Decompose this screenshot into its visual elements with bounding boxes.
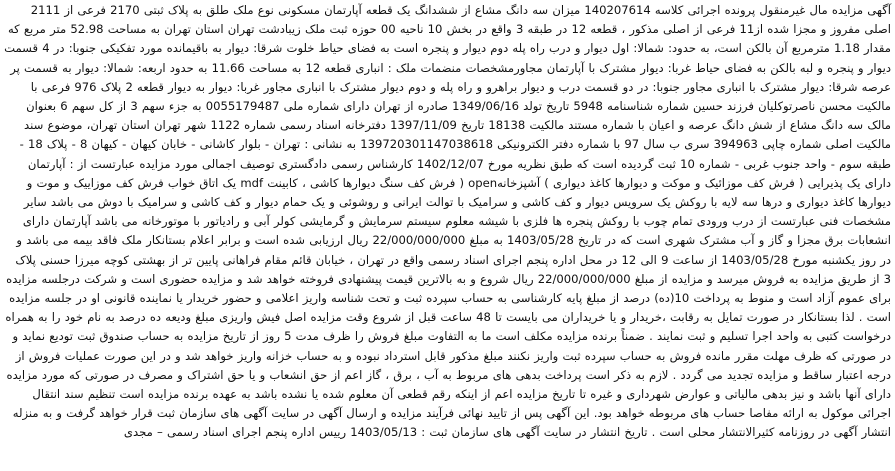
auction-notice-text: آگهی مزایده مال غیرمنقول پرونده اجرائی کلاسه 140207614 میزان سه دانگ مشاع از ششدانگ یک قطعه آپارتمان مسکونی نوع ملک طلق به پلاک ثبتی 2170 فرعی از 2111 اصلی مفروز و مجزا شده از11 فرعی از اصلی مذکور ، قطعه 12 در طبقه 3 واقع در بخش 10 ناحیه 00 حوزه ثبت ملک زیبادشت تهران استان تهران به مساحت 52.98 متر مربع که مقدار 1.18 مترمربع آن بالکن است، به حدود: شمالا: اول دیوار و درب راه پله دوم دیوار و پنجره است به فضای حیاط خلوت شرقا: دیوار به باقیمانده مورد تفکیکی جنوبا: در 4 قسمت دیوار و پنجره و لبه بالکن به فضای حیاط غربا: دیوار مشترک با آپارتمان مجاورمشخصات منضمات ملک : انباری قطعه 12 به مساحت 11.66 به حدود اربعه: شمالا: دیوار به قسمت پر عرصه شرقا: دیوار مشترک با انباری مجاور جنوبا: در دو قسمت درب و دیوار براهرو و راه پله و دوم دیوار مشترک با انباری مجاور غربا: دیوار به دیوار قطعه 2 پلاک 976 فرعی با مالکیت محسن ناصرتوکلیان فرزند حسین شماره شناسنامه 5948 تاریخ تولد 1349/06/16 صادره از تهران دارای شماره ملی 0055179487 به جزء سهم 3 از کل سهم 6 بعنوان مالک سه دانگ مشاع از شش دانگ عرصه و اعیان با شماره مستند مالکیت 18138 تاریخ 1397/11/09 دفترخانه اسناد رسمی شماره 1122 شهر تهران استان تهران، موضوع سند مالکیت اصلی شماره چاپی 394963 سری ب سال 97 با شماره دفتر الکترونیکی 139720301147038618 به نشانی : تهران - بلوار کاشانی - خابان کیهان - کیهان 8 - پلاک 18 - طبقه سوم - واحد جنوب غربی - شماره 10 ثبت گردیده است که طبق نظریه مورخ 1402/12/07 کارشناس رسمی دادگستری توصیف اجمالی مورد مزایده عبارتست از : آپارتمان دارای یک پذیرایی ( فرش کف موزائیک و موکت و دیوارها کاغذ دیواری ) آشپزخانهopen ( فرش کف سنگ دیوارها کاشی ، کابینت mdf یک اتاق خواب فرش کف موزاییک و موت و دیوارها کاغذ دیواری و درها سه لایه با روکش یک سرویس دیوار و کف کاشی و سرامیک با توالت ایرانی و روشوئی و یک حمام دیوار و کف کاشی و سرامیک با دوش می باشد سایر مشخصات فنی عبارتست از درب ورودی تمام چوب با روکش پنجره ها فلزی با شیشه معلوم سیستم سرمایش و گرمایشی کولر آبی و رادیاتور با موتورخانه می باشد آپارتمان دارای انشعابات برق مجزا و گاز و آب مشترک شهری است که در تاریخ 1403/05/28 به مبلغ 22/000/000/000 ریال ارزیابی شده است و برابر اعلام بستانکار ملک فاقد بیمه می باشد و در روز یکشنبه مورخ 1403/05/28 از ساعت 9 الی 12 در محل اداره پنجم اجرای اسناد رسمی واقع در تهران ، خیابان قائم مقام فراهانی پایین تر از بهشتی کوچه میرزا حسنی پلاک 3 از طریق مزایده به فروش میرسد و مزایده از مبلغ 22/000/000/000 ریال شروع و به بالاترین قیمت پیشنهادی فروخته خواهد شد و مزایده حضوری است و شرکت درجلسه مزایده برای عموم آزاد است و منوط به پرداخت 10(ده) درصد از مبلغ پایه کارشناسی به حساب سپرده ثبت و تحت شناسه واریز اعلامی و حضور خریدار یا نماینده قانونی او در جلسه مزایده است . لذا بستانکار در صورت تمایل به رقابت ،خریدار و یا خریداران می بایست تا 48 ساعت قبل از شروع وقت مزایده اصل فیش واریزی مبلغ ودیعه ده درصد به نام خود را به همراه درخواست کتبی به واحد اجرا تسلیم و ثبت نمایند . ضمناً برنده مزایده مکلف است ما به التفاوت مبلغ فروش را ظرف مدت 5 روز از تاریخ مزایده به حساب صندوق ثبت تودیع نماید و در صورتی که ظرف مهلت مقرر مانده فروش به حساب سپرده ثبت واریز نکنند مبلغ مذکور قابل استرداد نبوده و به حساب خزانه واریز خواهد شد و در این صورت عملیات فروش از درجه اعتبار ساقط و مزایده تجدید می گردد . لازم به ذکر است پرداخت بدهی های مربوط به آب ، برق ، گاز اعم از حق انشعاب و یا حق اشتراک و مصرف در صورتی که مورد مزایده دارای آنها باشد و نیز بدهی مالیاتی و عوارض شهرداری و غیره تا تاریخ مزایده اعم از اینکه رقم قطعی آن معلوم شده یا نشده باشد به عهده برنده مزایده است تنظیم سند انتقال اجرائی موکول به ارائه مفاصا حساب های مربوطه خواهد بود. این آگهی پس از تایید نهائی فرآیند مزایده و ارسال آگهی در سایت آگهی های سازمان ثبت قرار خواهد گرفت و به منزله انتشار آگهی در روزنامه کثیرالانتشار محلی است . تاریخ انتشار در سایت آگهی های سازمان ثبت : 1403/05/13 رییس اداره پنجم اجرای اسناد رسمی – مجدی <box>4 3 891 440</box>
